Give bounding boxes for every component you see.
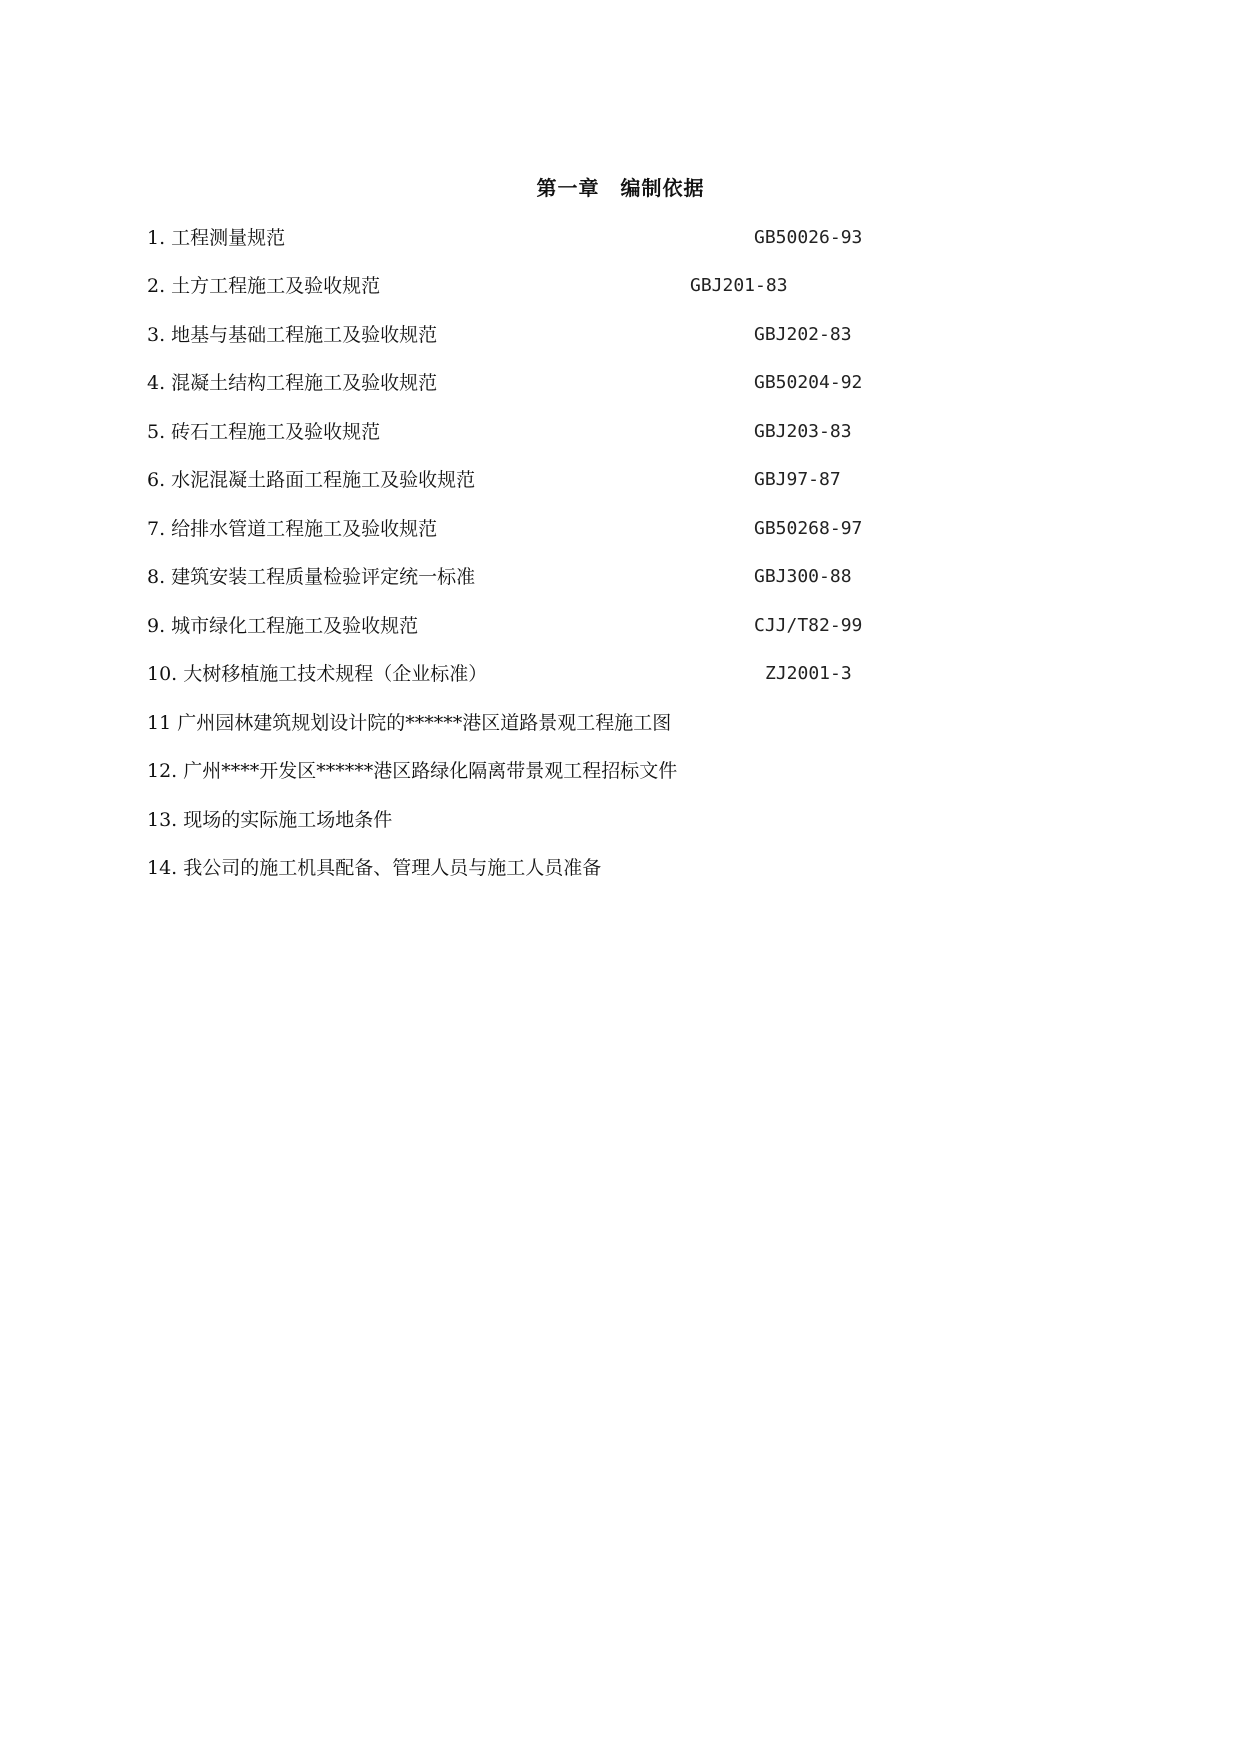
- item-text: 14. 我公司的施工机具配备、管理人员与施工人员准备: [147, 857, 602, 879]
- item-code: ZJ2001-3: [765, 663, 852, 684]
- item-text: 2. 土方工程施工及验收规范: [147, 275, 381, 297]
- item-code: CJJ/T82-99: [754, 615, 863, 636]
- item-text: 8. 建筑安装工程质量检验评定统一标准: [147, 566, 476, 588]
- item-text: 9. 城市绿化工程施工及验收规范: [147, 615, 419, 637]
- item-code: GB50268-97: [754, 518, 863, 539]
- item-code: GB50026-93: [754, 227, 863, 248]
- item-text: 5. 砖石工程施工及验收规范: [147, 421, 381, 443]
- item-text: 11 广州园林建筑规划设计院的******港区道路景观工程施工图: [147, 712, 672, 734]
- item-code: GBJ203-83: [754, 421, 852, 442]
- item-code: GBJ97-87: [754, 469, 841, 490]
- item-text: 3. 地基与基础工程施工及验收规范: [147, 324, 438, 346]
- item-text: 10. 大树移植施工技术规程（企业标准）: [147, 663, 488, 685]
- item-text: 7. 给排水管道工程施工及验收规范: [147, 518, 438, 540]
- item-code: GBJ201-83: [690, 275, 788, 296]
- item-text: 6. 水泥混凝土路面工程施工及验收规范: [147, 469, 476, 491]
- item-code: GB50204-92: [754, 372, 863, 393]
- item-text: 4. 混凝土结构工程施工及验收规范: [147, 372, 438, 394]
- item-text: 12. 广州****开发区******港区路绿化隔离带景观工程招标文件: [147, 760, 678, 782]
- item-code: GBJ300-88: [754, 566, 852, 587]
- item-text: 1. 工程测量规范: [147, 227, 286, 249]
- item-text: 13. 现场的实际施工场地条件: [147, 809, 393, 831]
- chapter-title: 第一章 编制依据: [536, 176, 705, 200]
- item-code: GBJ202-83: [754, 324, 852, 345]
